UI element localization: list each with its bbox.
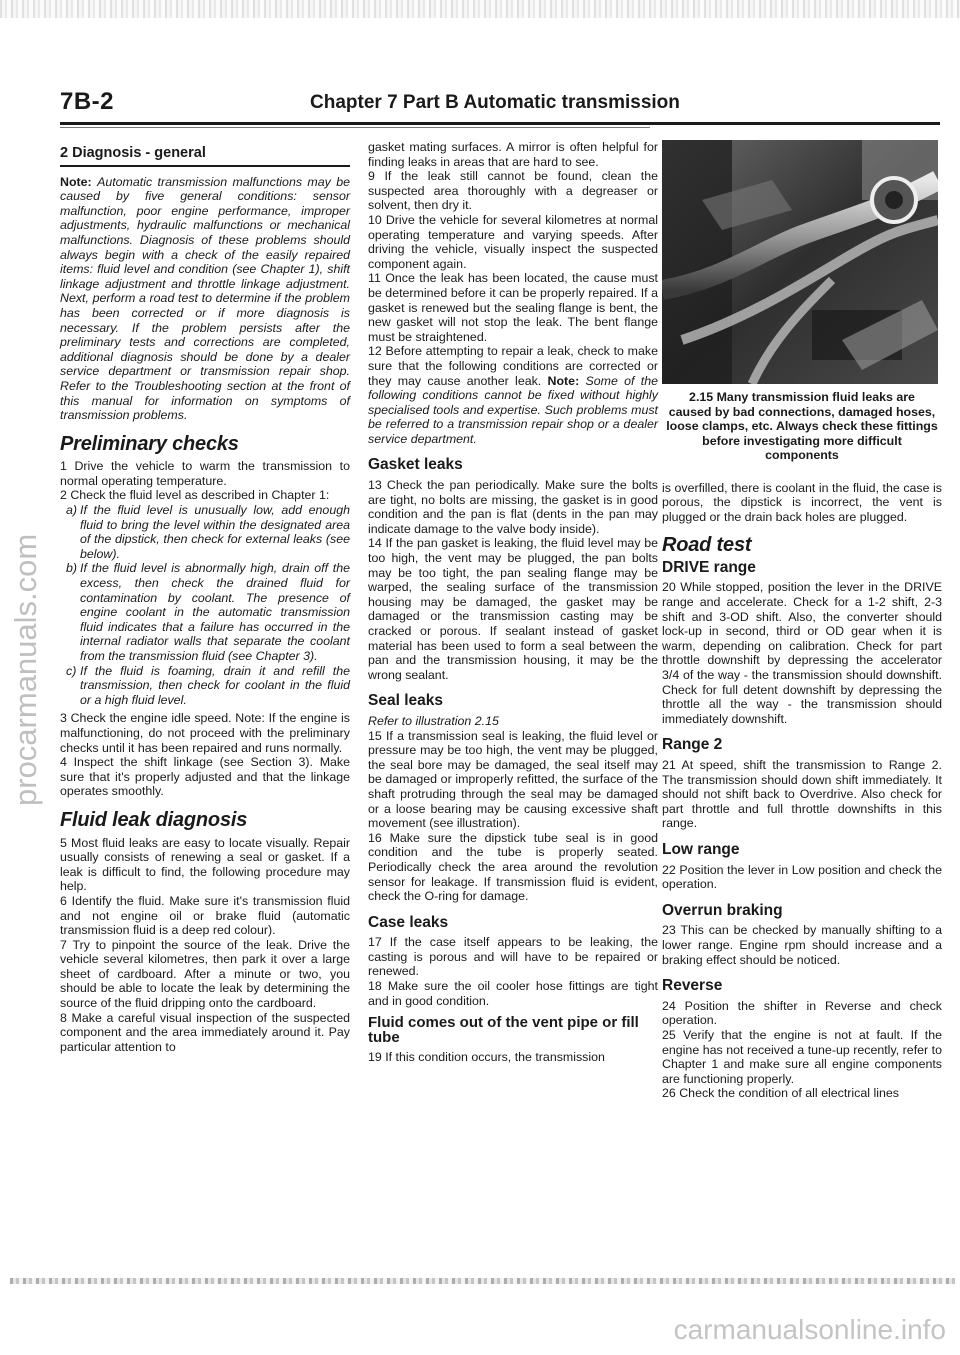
column-1 <box>60 140 350 1054</box>
paragraph-16: 16 Make sure the dipstick tube seal is in good condition and the tube is properly seated. Periodically check the area around the revolution sensor for leakage. If transmission fluid is evident, check the O-ring for damage. <box>368 830 658 904</box>
paragraph-14: 14 If the pan gasket is leaking, the fluid level may be too high, the vent may be plugged, the pan bolts may be too tight, the pan sealing flange may be warped, the sealing surface of the transmission housing may be damaged, the gasket may be damaged or the transmission casting may be cracked or porous. If sealant instead of gasket material has been used to form a seal between the pan and the transmission housing, it may be the wrong sealant. <box>368 536 658 682</box>
heading-vent-pipe: Fluid comes out of the vent pipe or fill tube <box>368 1014 639 1046</box>
sub-item-a: a) If the fluid level is unusually low, add enough fluid to bring the level within the designated area of the dipstick, then check for external leaks (see below). <box>66 503 350 561</box>
page-number: 7B-2 <box>60 88 115 115</box>
paragraph-18: 18 Make sure the oil cooler hose fittings are tight and in good condition. <box>368 979 658 1008</box>
page-header <box>60 88 940 118</box>
paragraph-13: 13 Check the pan periodically. Make sure the bolts are tight, no bolts are missing, the gasket is in good condition and the pan is flat (dents in the pan may indicate damage to the valve body inside). <box>368 478 658 536</box>
paragraph-19-continued: is overfilled, there is coolant in the fluid, the case is porous, the dipstick is incorrect, the vent is plugged or the drain back holes are plugged. <box>662 480 942 524</box>
chapter-title: Chapter 7 Part B Automatic transmission <box>310 92 680 113</box>
heading-case-leaks: Case leaks <box>368 913 449 931</box>
heading-drive-range: DRIVE range <box>662 558 756 576</box>
paragraph-7: 7 Try to pinpoint the source of the leak. Drive the vehicle several kilometres, then park it over a large sheet of cardboard. After a minute or two, you should be able to locate the leak by determining the source of the fluid dripping onto the cardboard. <box>60 937 350 1011</box>
paragraph-23: 23 This can be checked by manually shifting to a lower range. Engine rpm should increase and a braking effect should be noticed. <box>662 923 942 967</box>
paragraph-3: 3 Check the engine idle speed. Note: If the engine is malfunctioning, do not proceed with the preliminary checks until it has been repaired and runs normally. <box>60 711 350 755</box>
paragraph-2: 2 Check the fluid level as described in Chapter 1: <box>60 488 330 503</box>
column-2 <box>368 140 658 1065</box>
paragraph-8: 8 Make a careful visual inspection of the suspected component and the area immediately around it. Pay particular attention to <box>60 1010 350 1054</box>
header-rule-thin <box>60 127 650 128</box>
paragraph-15: 15 If a transmission seal is leaking, the fluid level or pressure may be too high, the vent may be plugged, the seal bore may be damaged, the seal itself may be damaged or improperly refitted, the surface of the shaft protruding through the seal may be damaged or a loose bearing may be causing excessive shaft movement (see illustration). <box>368 728 658 831</box>
note-paragraph <box>60 175 350 423</box>
scan-noise-top <box>0 0 960 18</box>
heading-overrun-braking: Overrun braking <box>662 901 783 919</box>
section-rule <box>60 165 350 167</box>
header-rule <box>60 122 940 125</box>
illustration-reference: Refer to illustration 2.15 <box>368 713 499 728</box>
heading-reverse: Reverse <box>662 977 723 995</box>
paragraph-8-continued: gasket mating surfaces. A mirror is often helpful for finding leaks in areas that are hard to see. <box>368 140 658 169</box>
heading-fluid-leak-diagnosis: Fluid leak diagnosis <box>60 808 248 831</box>
heading-low-range: Low range <box>662 840 740 858</box>
heading-seal-leaks: Seal leaks <box>368 692 443 710</box>
figure-2-15-photo <box>662 140 938 384</box>
paragraph-9: 9 If the leak still cannot be found, clean the suspected area thoroughly with a degreaser or solvent, then dry it. <box>368 169 658 213</box>
watermark-bottom: carmanualsonline.info <box>673 1314 946 1345</box>
column-3 <box>662 140 942 1101</box>
figure-caption: 2.15 Many transmission fluid leaks are caused by bad connections, damaged hoses, loose clamps, etc. Always check these fittings before investigating more difficult components <box>666 390 938 462</box>
paragraph-1: 1 Drive the vehicle to warm the transmission to normal operating temperature. <box>60 459 350 488</box>
paragraph-22: 22 Position the lever in Low position and check the operation. <box>662 862 942 892</box>
paragraph-5: 5 Most fluid leaks are easy to locate visually. Repair usually consists of renewing a seal or gasket. If a leak is difficult to find, the following procedure may help. <box>60 835 350 894</box>
engine-bay-photo-icon <box>662 140 938 384</box>
paragraph-26: 26 Check the condition of all electrical lines <box>662 1086 899 1101</box>
heading-range-2: Range 2 <box>662 736 723 754</box>
paragraph-20: 20 While stopped, position the lever in the DRIVE range and accelerate. Check for a 1-2 shift, 2-3 shift and 3-OD shift. Also, the converter should lock-up in second, third or OD gear when it is warm, depending on calibration. Check for part throttle downshift by depressing the accelerator 3/4 of the way - the transmission should downshift. Check for full detent downshift by depressing the throttle all the way - the transmission should immediately downshift. <box>662 580 942 726</box>
paragraph-10: 10 Drive the vehicle for several kilometres at normal operating temperature and varying speeds. After driving the vehicle, visually inspect the suspected component again. <box>368 212 658 271</box>
note-label: Note: <box>60 174 92 189</box>
section-heading: 2 Diagnosis - general <box>60 145 206 161</box>
paragraph-11: 11 Once the leak has been located, the cause must be determined before it can be properly repaired. If a gasket is renewed but the sealing flange is bent, the new gasket will not stop the leak. The bent flange must be straightened. <box>368 271 658 344</box>
heading-road-test: Road test <box>662 534 752 557</box>
paragraph-24: 24 Position the shifter in Reverse and check operation. <box>662 998 942 1028</box>
paragraph-21: 21 At speed, shift the transmission to Range 2. The transmission should down shift immediately. It should not shift back to Overdrive. Also check for part throttle and full throttle downshifts in this range. <box>662 758 942 831</box>
heading-preliminary-checks: Preliminary checks <box>60 432 239 455</box>
sub-item-b: b) If the fluid level is abnormally high, drain off the excess, then check the drained fluid for contamination by coolant. The presence of engine coolant in the automatic transmission fluid indicates that a failure has occurred in the internal radiator walls that separate the coolant from the transmission fluid (see Chapter 3). <box>66 561 350 663</box>
sub-item-c: c) If the fluid is foaming, drain it and refill the transmission, then check for coolant in the fluid or a high fluid level. <box>66 663 350 707</box>
paragraph-25: 25 Verify that the engine is not at fault. If the engine has not received a tune-up recently, refer to Chapter 1 and make sure all engine components are functioning properly. <box>662 1027 942 1086</box>
paragraph-6: 6 Identify the fluid. Make sure it's transmission fluid and not engine oil or brake fluid (automatic transmission fluid is a deep red colour). <box>60 893 350 938</box>
heading-gasket-leaks: Gasket leaks <box>368 456 463 474</box>
watermark-left: procarmanuals.com <box>8 533 43 807</box>
note-text: Automatic transmission malfunctions may be caused by five general conditions: sensor malfunction, poor engine performance, improper adjustments, hydraulic malfunctions or mechanical malfunctions. Diagnosis of these problems should always begin with a check of the easily repaired items: fluid level and condition (see Chapter 1), shift linkage adjustment and throttle linkage adjustment. Next, perform a road test to determine if the problem has been corrected or if more diagnosis is necessary. If the problem persists after the preliminary tests and corrections are completed, additional diagnosis should be done by a dealer service department or transmission repair shop. Refer to the Troubleshooting section at the front of this manual for information on symptoms of transmission problems. <box>60 174 350 423</box>
paragraph-17: 17 If the case itself appears to be leaking, the casting is porous and will have to be repaired or renewed. <box>368 935 658 979</box>
paragraph-12: 12 Before attempting to repair a leak, check to make sure that the following conditions are corrected or they may cause another leak. Note: Some of the following conditions cannot be fixed without highly specialised tools and expertise. Such problems must be referred to a transmission repair shop or a dealer service department. <box>368 344 658 446</box>
paragraph-4: 4 Inspect the shift linkage (see Section 3). Make sure that it's properly adjusted and that the linkage operates smoothly. <box>60 755 350 799</box>
paragraph-19: 19 If this condition occurs, the transmission <box>368 1050 605 1065</box>
scan-noise-bottom <box>10 1278 955 1284</box>
